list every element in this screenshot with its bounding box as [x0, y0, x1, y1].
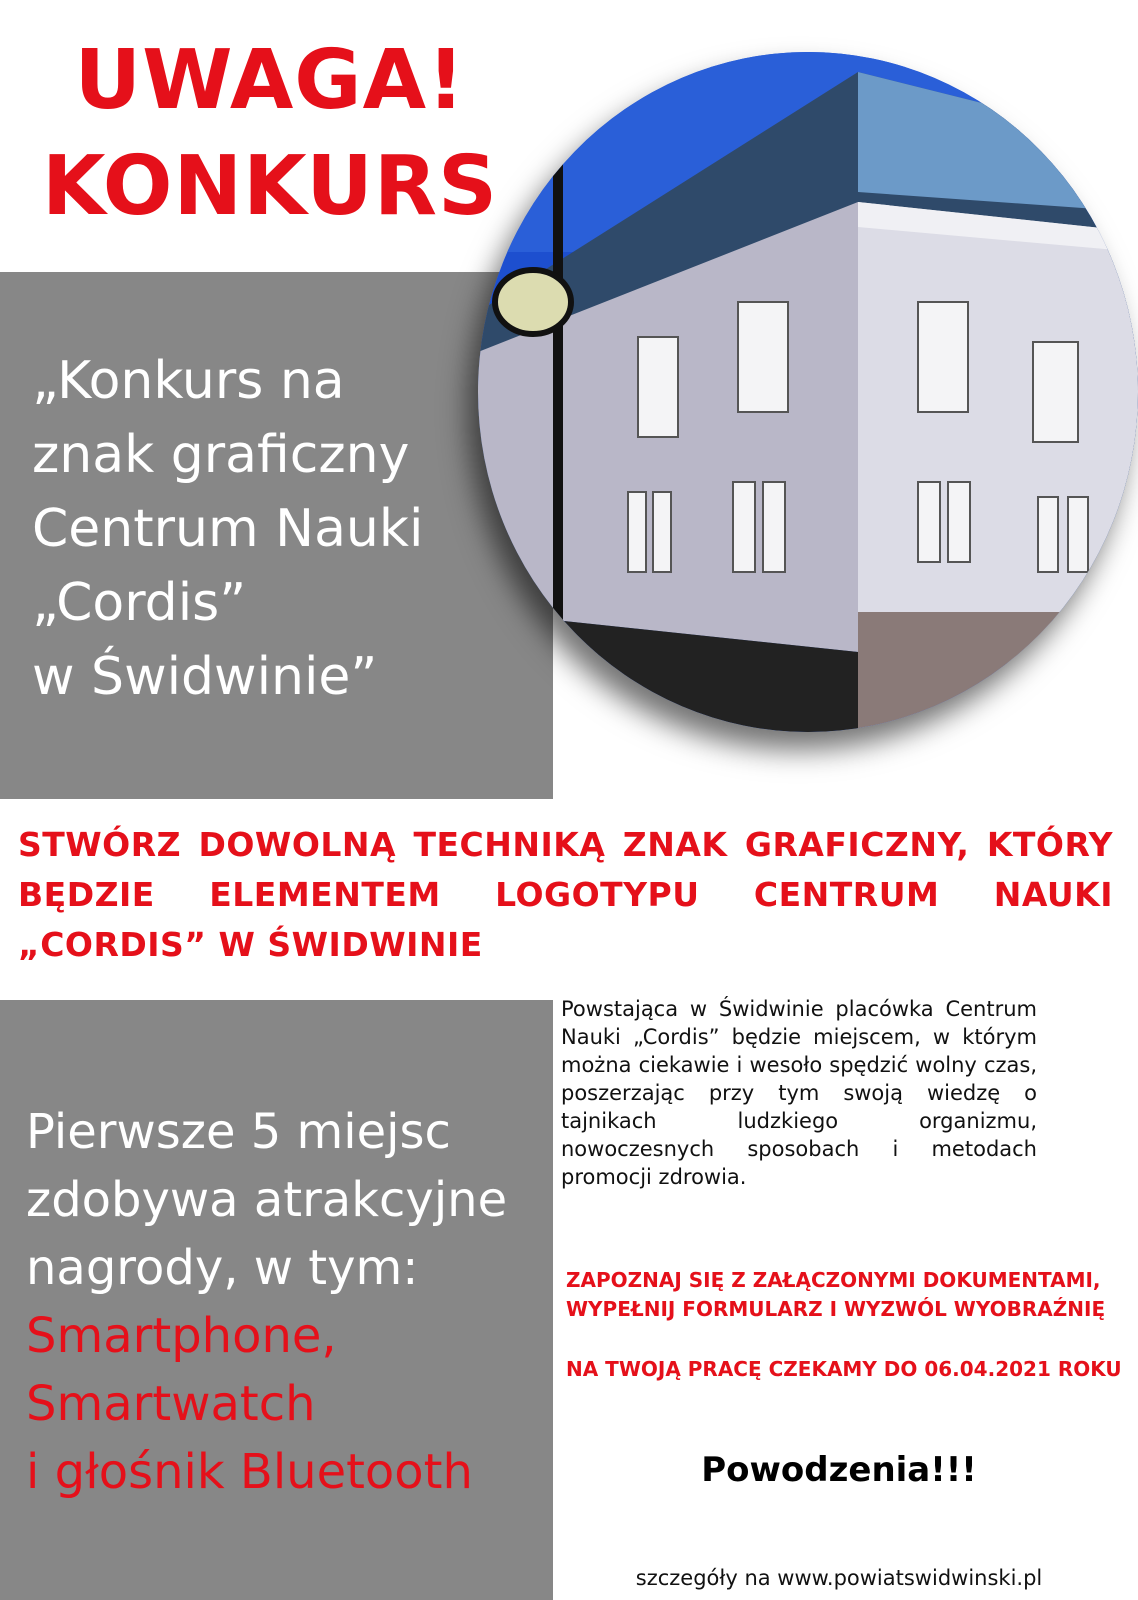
prize-item: Smartphone,: [26, 1308, 337, 1364]
prizes-panel: [0, 1000, 553, 1600]
prizes-intro: Pierwsze 5 miejsc: [26, 1104, 451, 1160]
prize-item: i głośnik Bluetooth: [26, 1444, 473, 1500]
deadline: NA TWOJĄ PRACĘ CZEKAMY DO 06.04.2021 ROKU: [566, 1357, 1122, 1381]
contest-name-line: „Konkurs na: [32, 351, 345, 411]
contest-name-line: w Świdwinie”: [32, 647, 378, 707]
cta-line: WYPEŁNIJ FORMULARZ I WYZWÓL WYOBRAŹNIĘ: [566, 1297, 1106, 1321]
contest-name-line: znak graficzny: [32, 425, 410, 485]
cta-line: ZAPOZNAJ SIĘ Z ZAŁĄCZONYMI DOKUMENTAMI,: [566, 1268, 1101, 1292]
poster-title: [0, 28, 540, 240]
building-photo: [478, 52, 1138, 732]
website-link[interactable]: szczegóły na www.powiatswidwinski.pl: [635, 1566, 1043, 1590]
prizes-intro: zdobywa atrakcyjne: [26, 1172, 508, 1228]
title-line-2: KONKURS: [41, 139, 499, 234]
contest-name-panel: [0, 272, 553, 799]
headline: STWÓRZ DOWOLNĄ TECHNIKĄ ZNAK GRAFICZNY, KTÓRY BĘDZIE ELEMENTEM LOGOTYPU CENTRUM NAUKI „CORDIS” W ŚWIDWINIE: [18, 825, 1113, 964]
prize-item: Smartwatch: [26, 1376, 316, 1432]
contest-name-line: „Cordis”: [32, 573, 247, 633]
prizes-intro: nagrody, w tym:: [26, 1240, 419, 1296]
contest-name-line: Centrum Nauki: [32, 499, 424, 559]
closing-text: Powodzenia!!!: [701, 1450, 977, 1490]
description: Powstająca w Świdwinie placówka Centrum Nauki „Cordis” będzie miejscem, w którym można ciekawie i wesoło spędzić wolny czas, poszerzając przy tym swoją wiedzę o tajnikach ludzkiego organizmu, nowoczesnych sposobach i metodach promocji zdrowia.: [561, 997, 1037, 1189]
title-line-1: UWAGA!: [74, 33, 466, 128]
call-to-action: [566, 1266, 1105, 1324]
